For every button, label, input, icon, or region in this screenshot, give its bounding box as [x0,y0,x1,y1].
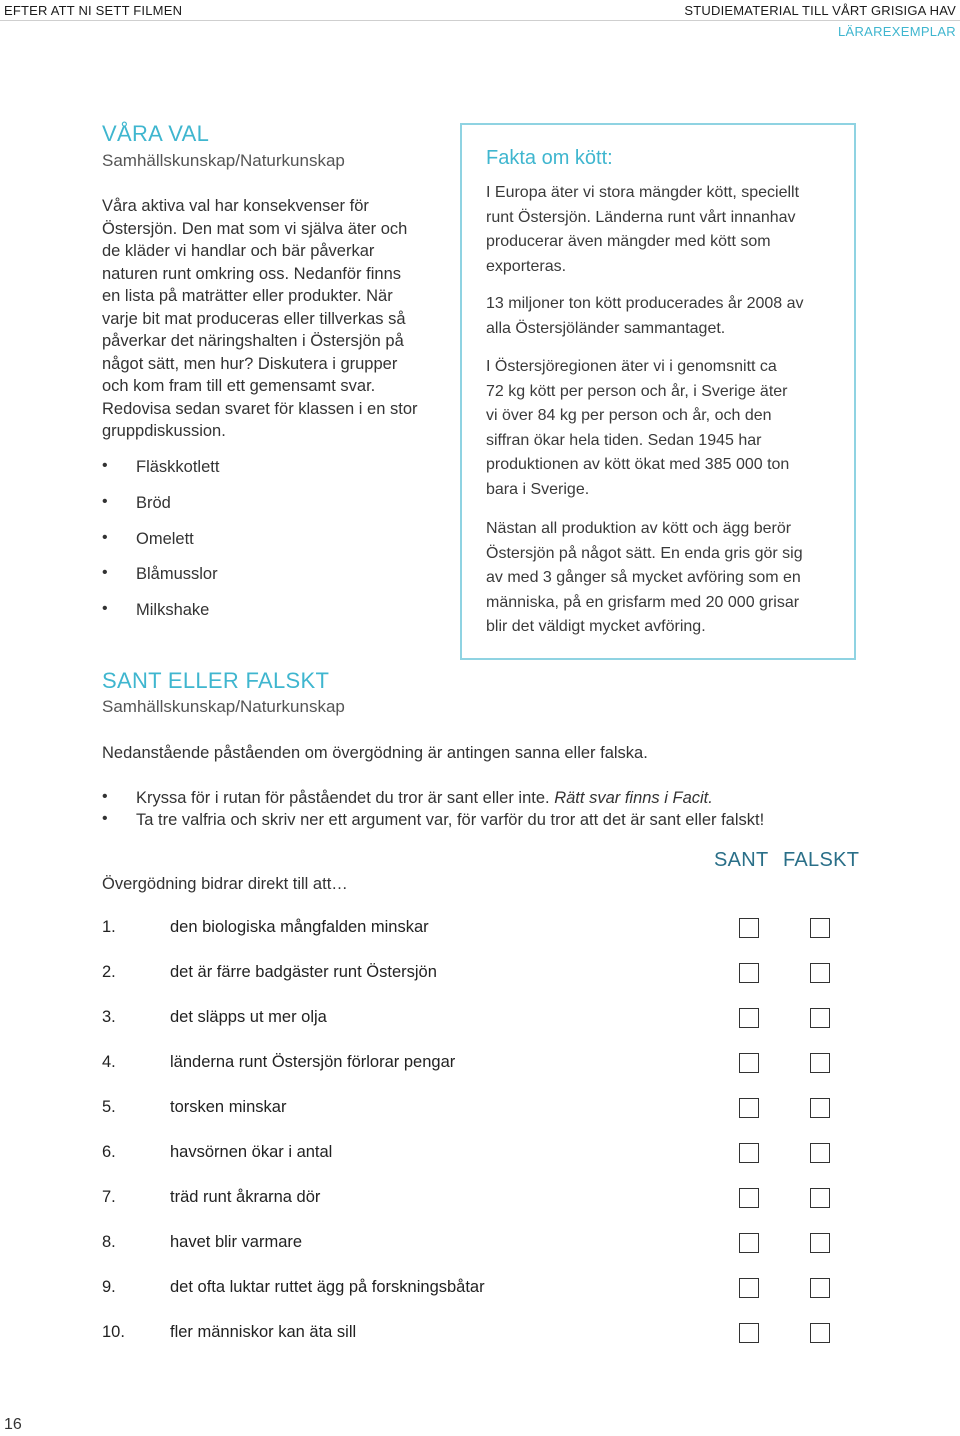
falskt-checkbox[interactable] [810,1008,830,1028]
statement-row: 6. havsörnen ökar i antal [0,1143,960,1167]
statement-row: 4. länderna runt Östersjön förlorar pengar [0,1053,960,1077]
falskt-checkbox[interactable] [810,1278,830,1298]
para-line: gruppdiskussion. [102,422,226,440]
sant-checkbox[interactable] [739,1188,759,1208]
sant-checkbox[interactable] [739,918,759,938]
falskt-checkbox[interactable] [810,1188,830,1208]
falskt-checkbox[interactable] [810,1053,830,1073]
statement-lead: Övergödning bidrar direkt till att… [102,875,348,893]
para-line: något sätt, men hur? Diskutera i grupper [102,354,398,373]
fakta-title: Fakta om kött: [486,147,613,169]
vara-val-subtitle: Samhällskunskap/Naturkunskap [102,151,345,170]
fakta-paragraph: 13 miljoner ton kött producerades år 2008 av alla Östersjöländer sammantaget. [486,295,804,337]
para-line: de kläder vi handlar och bär påverkar [102,242,375,260]
bullet-icon: • [102,529,108,546]
statement-row: 7. träd runt åkrarna dör [0,1188,960,1212]
sant-checkbox[interactable] [739,1053,759,1073]
sant-checkbox[interactable] [739,1098,759,1118]
vara-val-title: VÅRA VAL [102,121,210,146]
falskt-column-label: FALSKT [783,849,860,871]
statement-row: 9. det ofta luktar ruttet ägg på forskningsbåtar [0,1278,960,1302]
sant-checkbox[interactable] [739,1278,759,1298]
para-line: Våra aktiva val har konsekvenser för [102,197,369,215]
statement-row: 2. det är färre badgäster runt Östersjön [0,963,960,987]
statement-row: 1. den biologiska mångfalden minskar [0,918,960,942]
statement-row: 8. havet blir varmare [0,1233,960,1257]
para-line: och kom fram till ett gemensamt svar. [102,377,376,395]
header-divider [0,20,960,21]
fakta-paragraph: I Östersjöregionen äter vi i genomsnitt ca 72 kg kött per person och år, i Sverige äter vi över 84 kg per person och år, och den siffran ökar hela tiden. Sedan 1945 har produktionen av kött ökat med 385 000 ton bara i Sverige. [486,358,790,498]
header-right: STUDIEMATERIAL TILL VÅRT GRISIGA HAV [684,3,956,18]
header-left: EFTER ATT NI SETT FILMEN [4,3,183,18]
falskt-checkbox[interactable] [810,918,830,938]
sant-checkbox[interactable] [739,1008,759,1028]
bullet-icon: • [102,493,108,510]
para-line: naturen runt omkring oss. Nedanför finns [102,264,401,283]
falskt-checkbox[interactable] [810,963,830,983]
fakta-paragraph: Nästan all produktion av kött och ägg berör Östersjön på något sätt. En enda gris gör sig av med 3 gånger så mycket avföring som en människa, på en grisfarm med 20 000 grisar blir det väldigt mycket avföring. [486,520,803,635]
falskt-checkbox[interactable] [810,1233,830,1253]
sant-column-label: SANT [714,849,769,871]
sant-checkbox[interactable] [739,1323,759,1343]
header-sub: LÄRAREXEMPLAR [837,24,956,39]
page-number: 16 [4,1416,22,1433]
bullet-icon: • [102,600,108,617]
bullet-icon: • [102,457,108,474]
fakta-paragraph: I Europa äter vi stora mängder kött, speciellt runt Östersjön. Länderna runt vårt innanhav producerar även mängder med kött som exporteras. [486,184,800,275]
bullet-icon: • [102,564,108,581]
falskt-checkbox[interactable] [810,1098,830,1118]
para-line: varje bit mat produceras eller tillverkas så [102,309,406,328]
bullet-icon: • [102,810,108,827]
vara-val-paragraph [102,195,442,443]
sant-falskt-title: SANT ELLER FALSKT [102,668,330,693]
statement-row: 10. fler människor kan äta sill [0,1323,960,1347]
statement-row: 3. det släpps ut mer olja [0,1008,960,1032]
falskt-checkbox[interactable] [810,1143,830,1163]
para-line: en lista på maträtter eller produkter. När [102,287,393,305]
sant-checkbox[interactable] [739,1143,759,1163]
bullet-icon: • [102,788,108,805]
para-line: påverkar det näringshalten i Östersjön på [102,332,404,350]
para-line: Redovisa sedan svaret för klassen i en stor [102,399,418,418]
sant-checkbox[interactable] [739,1233,759,1253]
sant-falskt-subtitle: Samhällskunskap/Naturkunskap [102,697,345,716]
statement-row: 5. torsken minskar [0,1098,960,1122]
sant-falskt-intro: Nedanstående påståenden om övergödning är antingen sanna eller falska. [102,744,648,762]
sant-checkbox[interactable] [739,963,759,983]
para-line: Östersjön. Den mat som vi själva äter och [102,219,408,238]
falskt-checkbox[interactable] [810,1323,830,1343]
